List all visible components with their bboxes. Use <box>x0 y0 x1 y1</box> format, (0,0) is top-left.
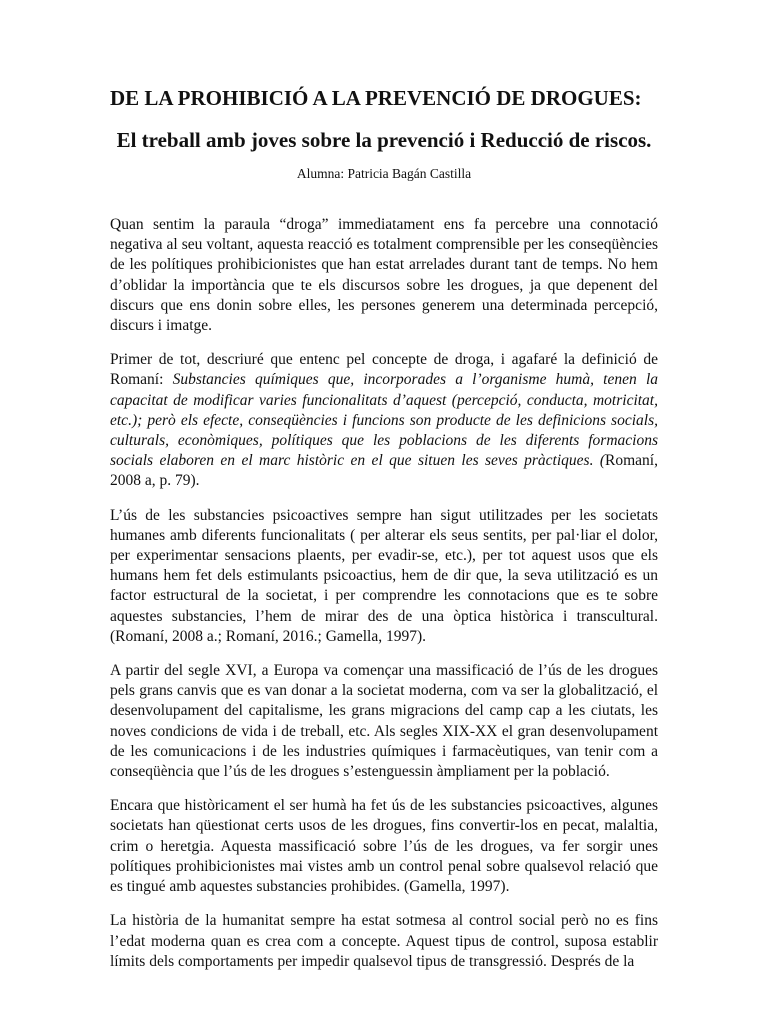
paragraph-3: L’ús de les substancies psicoactives sempre han sigut utilitzades per les societats humanes amb diferents funcionalitats ( per alterar els seus sentits, per pal·liar el dolor, per experimentar sensacions plaents, per evadir-se, etc.), per tot aquest usos que els humans hem fet dels estimulants psicoactius, hem de dir que, la seva utilització es un factor estructural de la societat, i per comprendre les connotacions que es te sobre aquestes substancies, l’hem de mirar des de una òptica històrica i transcultural. (Romaní, 2008 a.; Romaní, 2016.; Gamella, 1997). <box>110 506 658 645</box>
paragraph-5: Encara que històricament el ser humà ha fet ús de les substancies psicoactives, algunes societats han qüestionat certs usos de les drogues, fins convertir-los en pecat, malaltia, crim o heretgia. Aquesta massificació sobre l’ús de les drogues, va fer sorgir unes polítiques prohibicionistes mai vistes amb un control penal sobre qualsevol relació que es tingué amb aquestes substancies prohibides. (Gamella, 1997). <box>110 797 658 896</box>
document-title: DE LA PROHIBICIÓ A LA PREVENCIÓ DE DROGUES: <box>110 86 642 110</box>
citation: Romaní, 2008 a, p. 79). <box>110 452 658 490</box>
definition-quote: Substancies químiques que, incorporades a l’organisme humà, tenen la capacitat de modificar varies funcionalitats d’aquest (percepció, conducta, motricitat, etc.); però els efecte, conseqüències i funcions son producte de les definicions socials, culturals, econòmiques, polítiques que les poblacions de les diferents formacions socials elaboren en el marc històric en el que situen les seves pràctiques. ( <box>110 371 658 470</box>
author-line: Alumna: Patricia Bagán Castilla <box>296 166 472 181</box>
paragraph-2-intro: Primer de tot, descriuré que entenc pel concepte de droga, i agafaré la definició de Romaní: <box>110 351 658 389</box>
paragraph-1: Quan sentim la paraula “droga” immediatament ens fa percebre una connotació negativa al seu voltant, aquesta reacció es totalment comprensible per les conseqüències de les polítiques prohibicionistes que han estat arrelades durant tant de temps. No hem d’oblidar la importància que te els discursos sobre les drogues, ja que depenent del discurs que ens donin sobre elles, les persones generem una determinada percepció, discurs i imatge. <box>110 216 658 335</box>
paragraph-4: A partir del segle XVI, a Europa va començar una massificació de l’ús de les drogues pels grans canvis que es van donar a la societat moderna, com va ser la globalització, el desenvolupament del capitalisme, les grans migracions del camp cap a les ciutats, les noves condicions de vida i de treball, etc. Als segles XIX-XX el gran desenvolupament de les comunicacions i de les industries químiques i farmacèutiques, van tenir com a conseqüència que l’ús de les drogues s’estenguessin àmpliament per la població. <box>110 662 658 781</box>
paragraph-6: La història de la humanitat sempre ha estat sotmesa al control social però no es fins l’edat moderna quan es crea com a concepte. Aquest tipus de control, suposa establir límits dels comportaments per impedir qualsevol tipus de transgressió. Després de la <box>110 912 658 970</box>
paragraph-2 <box>110 350 658 491</box>
body-text <box>110 215 658 972</box>
document-subtitle: El treball amb joves sobre la prevenció i Reducció de riscos. <box>116 128 652 152</box>
